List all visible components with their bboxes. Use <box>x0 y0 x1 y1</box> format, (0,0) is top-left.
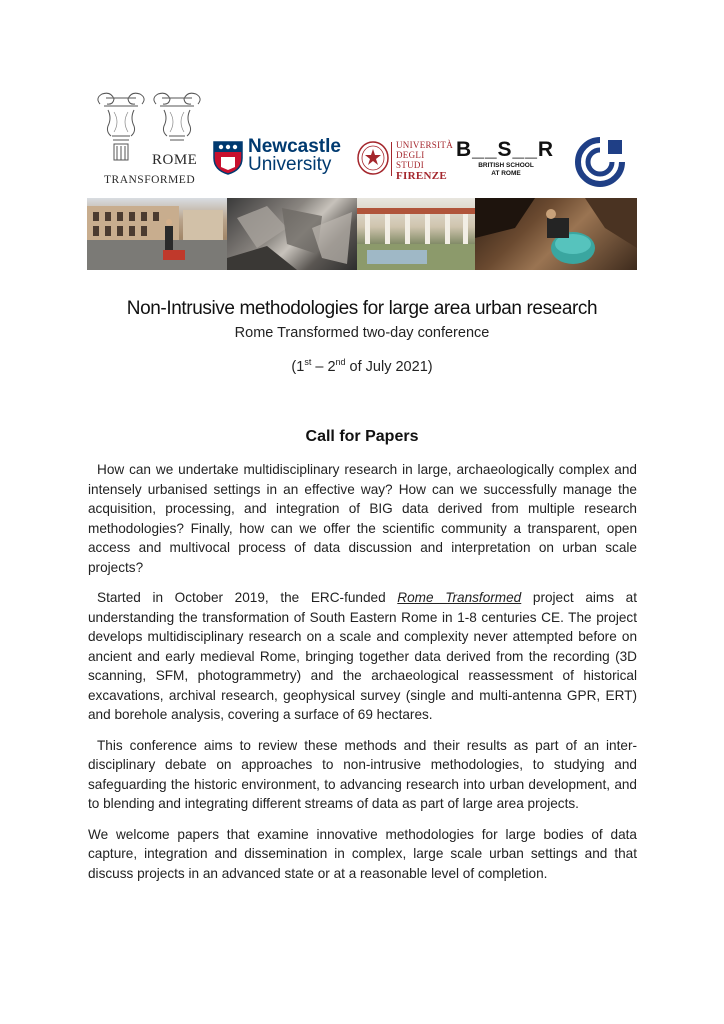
firenze-line3: FIRENZE <box>396 170 447 182</box>
paragraph-2 <box>88 588 637 725</box>
newcastle-line1: Newcastle <box>248 136 341 157</box>
firenze-divider <box>391 142 392 176</box>
bsr-mark: B__S__R <box>456 138 555 161</box>
bsr-line1: BRITISH SCHOOL <box>478 162 534 169</box>
dates-sup1: st <box>304 357 312 367</box>
firenze-university-logo <box>356 140 452 180</box>
paragraph-3: This conference aims to review these methods and their results as part of an inter-disciplinary debate on approaches to non-intrusive methodologies, to studying and safeguarding the historic environment, to advancing research into urban development, and to blending and integrating different streams of data as part of large area projects. <box>88 737 637 811</box>
cnr-logo <box>574 136 626 188</box>
dates-open: (1 <box>291 358 305 375</box>
call-for-papers-body <box>88 460 637 894</box>
newcastle-line2: University <box>248 154 332 175</box>
firenze-seal-icon <box>356 140 390 176</box>
photo-strip <box>87 198 637 270</box>
rome-transformed-line1: ROME <box>152 152 198 168</box>
partner-logos <box>90 86 636 190</box>
firenze-line1: UNIVERSITÀ <box>396 140 453 150</box>
paragraph-2-end: project aims at understanding the transformation of South Eastern Rome in 1-8 centuries CE. The project develops multidisciplinary research on a scale and complexity never attempted before on ancient and early medieval Rome, bringing together data derived from the recording (3D scanning, SFM, photogrammetry) and the archaeological reassessment of historical excavations, archival research, geophysical survey (single and multi-antenna GPR, ERT) and borehole analysis, covering a surface of 69 hectares. <box>88 590 637 722</box>
bsr-logo <box>456 138 556 178</box>
piazza-excavation-photo <box>87 198 227 270</box>
conference-dates <box>0 357 724 375</box>
rome-transformed-link[interactable]: Rome Transformed <box>397 590 522 605</box>
dates-mid: – 2 <box>311 358 336 375</box>
newcastle-shield-icon <box>212 140 244 176</box>
cnr-logo-icon <box>574 136 626 188</box>
bsr-line2: AT ROME <box>491 170 521 177</box>
newcastle-university-logo <box>212 138 347 178</box>
paragraph-2-start: Started in October 2019, the ERC-funded <box>97 590 398 605</box>
rome-transformed-logo <box>94 90 204 190</box>
cave-survey-photo <box>475 198 637 270</box>
villa-courtyard-photo <box>357 198 475 270</box>
page-title: Non-Intrusive methodologies for large area urban research <box>126 298 598 319</box>
paragraph-4: We welcome papers that examine innovative methodologies for large bodies of data capture, integration and dissemination in complex, large scale urban settings and that discuss projects in an advanced state or at a reasonable level of completion. <box>88 826 637 881</box>
dates-sup2: nd <box>335 357 346 367</box>
dates-close: of July 2021) <box>345 358 433 375</box>
rome-transformed-line2: TRANSFORMED <box>104 174 196 186</box>
paragraph-1: How can we undertake multidisciplinary research in large, archaeologically complex and intensely urbanised settings in an effective way? How can we successfully manage the acquisition, processing, and integration of BIG data derived from multiple research methodologies? Finally, how can we offer the scientific community a transparent, open access and multivocal process of data discussion and interpretation on urban scale projects? <box>88 462 637 575</box>
firenze-line2: DEGLI STUDI <box>396 150 425 170</box>
scan-model-photo <box>227 198 357 270</box>
section-heading: Call for Papers <box>305 428 419 445</box>
conference-subtitle: Rome Transformed two-day conference <box>234 325 490 341</box>
